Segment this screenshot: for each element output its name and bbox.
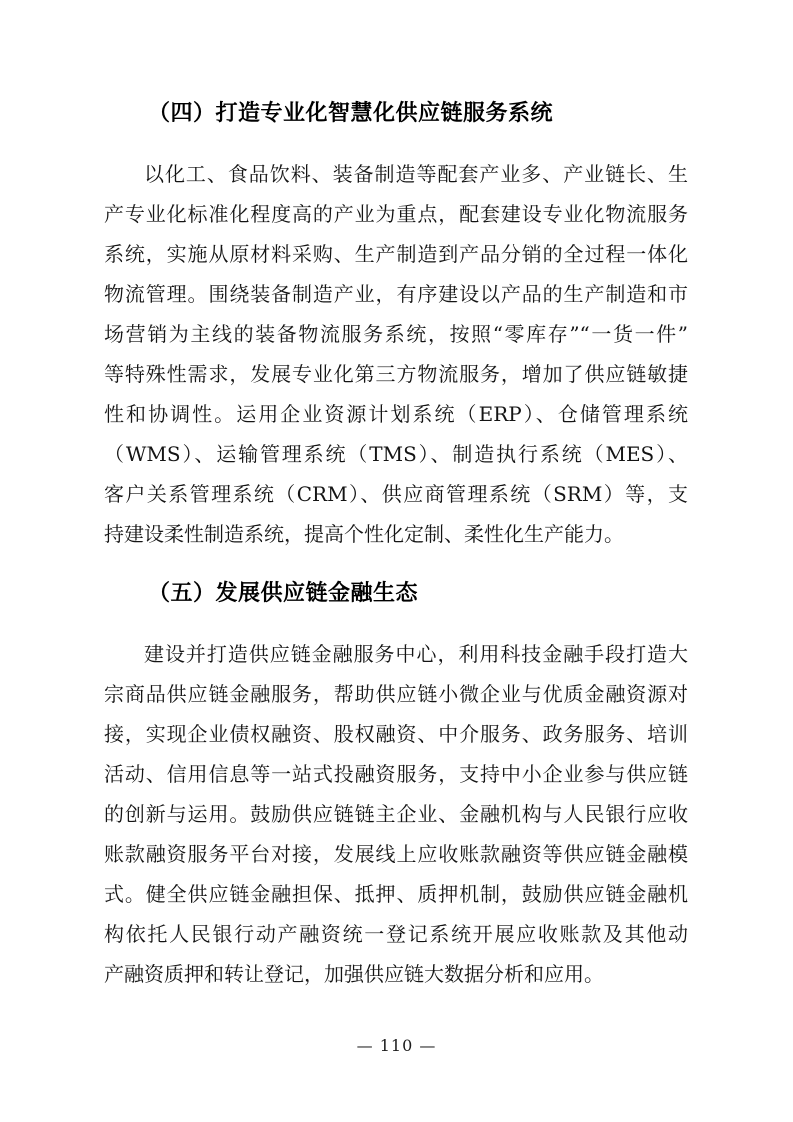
body-text-line: 式。健全供应链金融担保、抵押、质押机制，鼓励供应链金融机 (104, 882, 688, 906)
body-text-line: 的创新与运用。鼓励供应链链主企业、金融机构与人民银行应收 (104, 802, 688, 826)
body-text-line: 宗商品供应链金融服务，帮助供应链小微企业与优质金融资源对 (104, 682, 688, 706)
paragraph-section-5 (104, 634, 688, 994)
body-text-line: 客户关系管理系统（CRM）、供应商管理系统（SRM）等，支 (104, 482, 688, 506)
section-heading-5: （五）发展供应链金融生态 (148, 580, 419, 606)
section-heading-4: （四）打造专业化智慧化供应链服务系统 (148, 100, 554, 126)
body-text-line: 性和协调性。运用企业资源计划系统（ERP）、仓储管理系统 (104, 402, 688, 426)
body-text-line: 产融资质押和转让登记，加强供应链大数据分析和应用。 (104, 962, 604, 986)
body-text-line: 等特殊性需求，发展专业化第三方物流服务，增加了供应链敏捷 (104, 362, 688, 386)
body-text-line: 构依托人民银行动产融资统一登记系统开展应收账款及其他动 (104, 922, 688, 946)
body-text-line: （WMS）、运输管理系统（TMS）、制造执行系统（MES）、 (104, 442, 688, 466)
document-body (104, 98, 688, 994)
body-text-line: 活动、信用信息等一站式投融资服务，支持中小企业参与供应链 (104, 762, 688, 786)
body-text-line: 系统，实施从原材料采购、生产制造到产品分销的全过程一体化 (104, 242, 688, 266)
body-text-line: 场营销为主线的装备物流服务系统，按照“零库存”“一货一件” (104, 322, 688, 346)
body-text-line: 产专业化标准化程度高的产业为重点，配套建设专业化物流服务 (104, 202, 688, 226)
body-text-line: 建设并打造供应链金融服务中心，利用科技金融手段打造大 (144, 642, 688, 666)
body-text-line: 持建设柔性制造系统，提高个性化定制、柔性化生产能力。 (104, 522, 624, 546)
body-text-line: 账款融资服务平台对接，发展线上应收账款融资等供应链金融模 (104, 842, 688, 866)
body-text-line: 以化工、食品饮料、装备制造等配套产业多、产业链长、生 (144, 162, 688, 186)
body-text-line: 接，实现企业债权融资、股权融资、中介服务、政务服务、培训 (104, 722, 688, 746)
body-text-line: 物流管理。围绕装备制造产业，有序建设以产品的生产制造和市 (104, 282, 688, 306)
paragraph-section-4 (104, 154, 688, 554)
page-number: — 110 — (356, 1036, 437, 1055)
